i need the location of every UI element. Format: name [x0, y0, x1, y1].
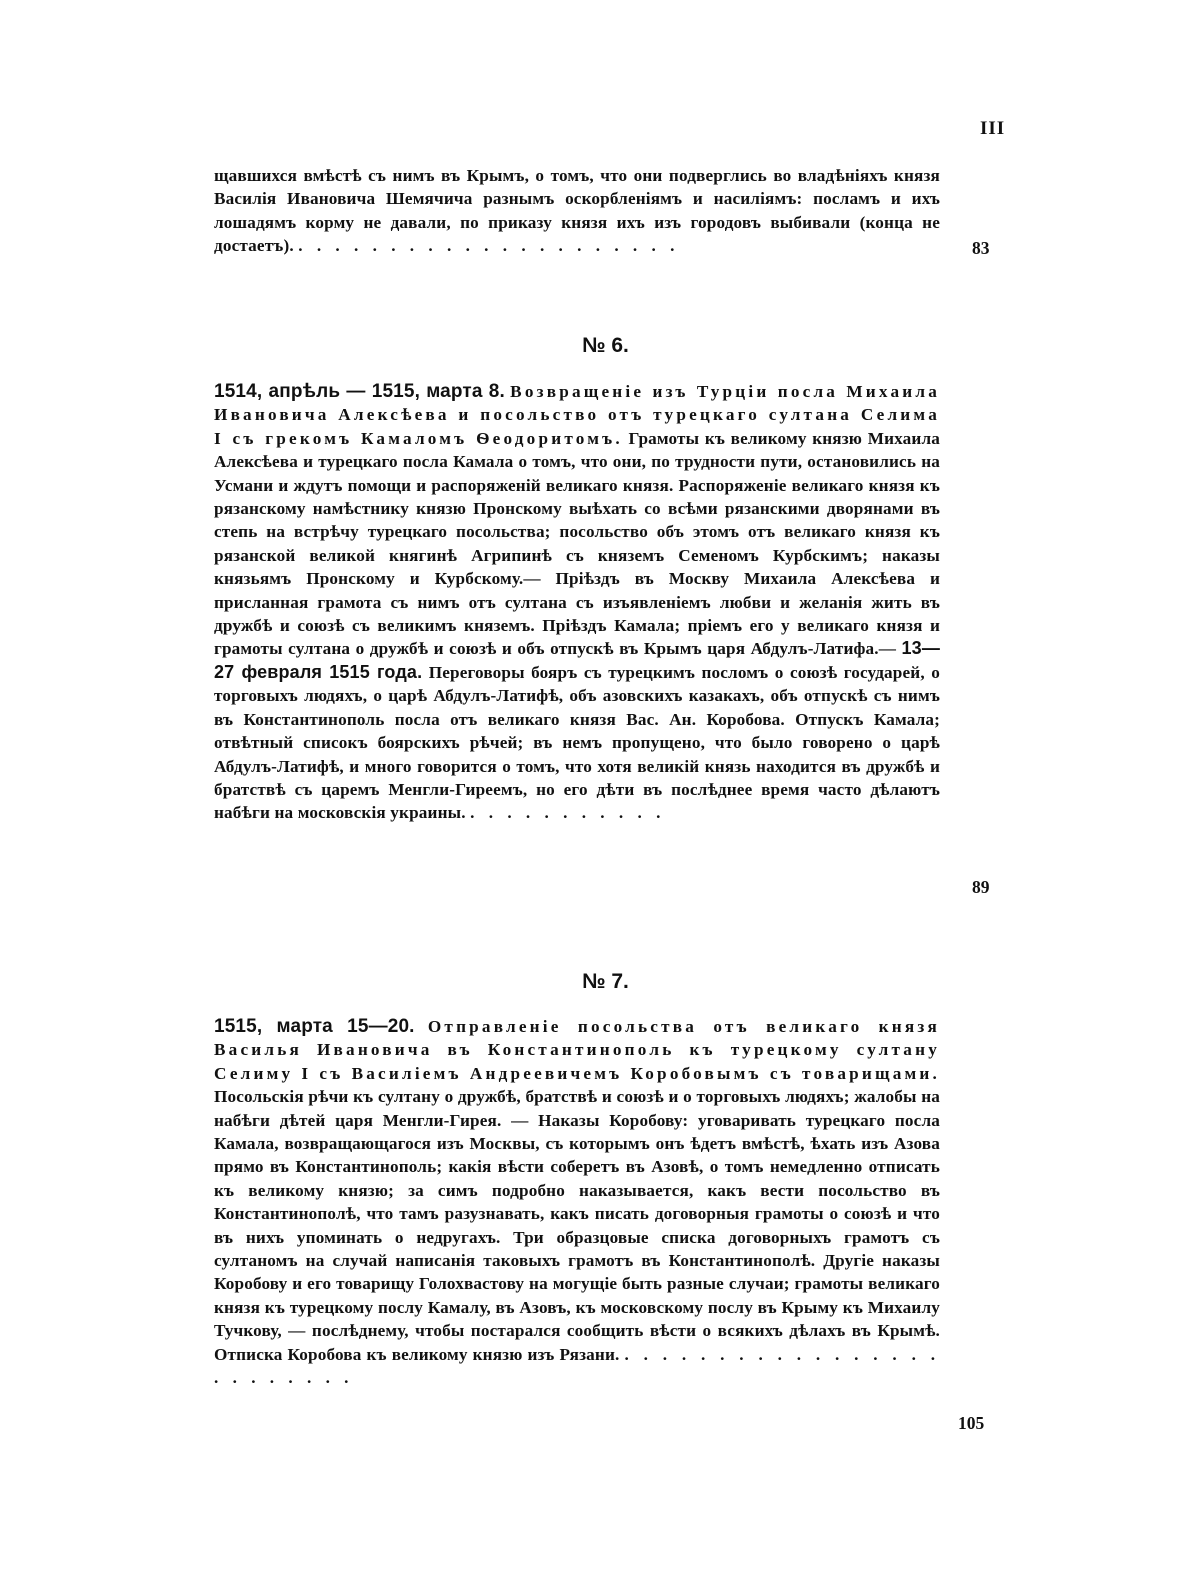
dot-leader: . . . . . . . . . . . . . . . . . . . . .	[298, 236, 680, 256]
page-reference-83: 83	[972, 238, 990, 258]
page-reference-105: 105	[958, 1413, 985, 1433]
section-heading-7: № 7.	[582, 970, 629, 993]
section-6-body-a: Грамоты къ великому князю Михаила Алексѣева и турецкаго посла Камала о томъ, что они, по трудности пути, остановились на Усмани и ждутъ помощи и распоряженій великаго князя. Распоряженіе великаго князя къ рязанскому намѣстнику князю Пронскому выѣхать со всѣми рязанскими дворянами въ степь на встрѣчу турецкаго посольства; посольство объ этомъ отъ великаго князя къ рязанской великой княгинѣ Агрипинѣ съ княземъ Семеномъ Курбскимъ; наказы князьямъ Пронскому и Курбскому.— Пріѣздъ въ Москву Михаила Алексѣева и присланная грамота съ нимъ отъ султана съ изъявленіемъ любви и желанія жить въ дружбѣ и союзѣ съ великимъ княземъ. Пріѣздъ Камала; пріемъ его у великаго князя и грамоты султана о дружбѣ и союзѣ и объ отпускѣ въ Крымъ царя Абдулъ-Латифа.—	[214, 428, 940, 659]
section-6-body-b: Переговоры бояръ съ турецкимъ посломъ о союзѣ государей, о торговыхъ людяхъ, о царѣ Абдулъ-Латифѣ, объ азовскихъ казакахъ, объ отпускѣ съ нимъ въ Константинополь посла отъ великаго князя Вас. Ан. Коробова. Отпускъ Камала; отвѣтный списокъ боярскихъ рѣчей; въ немъ пропущено, что было говорено о царѣ Абдулъ-Латифѣ, и много говорится о томъ, что хотя великій князь находится въ дружбѣ и братствѣ съ царемъ Менгли-Гиреемъ, но его дѣти въ послѣднее время часто дѣлаютъ набѣги на московскія украины.	[214, 662, 940, 823]
dot-leader: . . . . . . . . . . .	[470, 803, 666, 823]
section-6-date: 1514, апрѣль — 1515, марта 8.	[214, 381, 505, 402]
dot-leader: . . . . . . . . . . . . . . . . . . . . . . . . .	[214, 1344, 941, 1388]
continuation-body: щавшихся вмѣстѣ съ нимъ въ Крымъ, о томъ, что они подверглись во владѣніяхъ князя Василія Ивановича Шемячича разнымъ оскорбленіямъ и насиліямъ: посламъ и ихъ лошадямъ корму не давали, по приказу князя ихъ изъ городовъ выбивали (конца не достаетъ).	[214, 166, 940, 256]
section-7-entry	[214, 1015, 940, 1390]
section-6-title: Возвращеніе изъ Турціи посла Михаила Ивановича Алексѣева и посольство отъ турецкаго султана Селима I съ грекомъ Камаломъ Ѳеодоритомъ.	[214, 382, 940, 448]
section-7-text	[214, 1015, 940, 1390]
section-7-body: Посольскія рѣчи къ султану о дружбѣ, братствѣ и союзѣ и о торговыхъ людяхъ; жалобы на набѣги дѣтей царя Менгли-Гирея. — Наказы Коробову: уговаривать турецкаго посла Камала, возвращающагося изъ Москвы, съ которымъ онъ ѣдетъ вмѣстѣ, ѣхать изъ Азова прямо въ Константинополь; какія вѣсти соберетъ въ Азовѣ, о томъ немедленно отписать къ великому князю; за симъ подробно наказывается, какъ вести посольство въ Константинополѣ, что тамъ разузнавать, какъ писать договорныя грамоты о союзѣ и что въ нихъ упоминать о недругахъ. Три образцовые списка договорныхъ грамотъ съ султаномъ на случай написанія таковыхъ грамотъ въ Константинополѣ. Другіе наказы Коробову и его товарищу Голохвастову на могущіе быть разные случаи; грамоты великаго князя къ турецкому послу Камалу, въ Азовъ, къ московскому послу въ Крыму къ Михаилу Тучкову, — послѣднему, чтобы постарался сообщить вѣсти о всякихъ дѣлахъ въ Крымѣ. Отписка Коробова къ великому князю изъ Рязани.	[214, 1087, 940, 1364]
section-6-date-2: 13—27 февраля 1515 года.	[214, 638, 940, 682]
page-number: III	[980, 118, 1006, 139]
section-continuation	[214, 164, 940, 258]
page-reference-89: 89	[972, 877, 990, 897]
section-heading-6: № 6.	[582, 334, 629, 357]
section-6-text	[214, 380, 940, 825]
section-7-date: 1515, марта 15—20.	[214, 1016, 415, 1037]
section-7-title: Отправленіе посольства отъ великаго князя Василья Ивановича въ Константинополь къ турецкому султану Селиму I съ Василіемъ Андреевичемъ Коробовымъ съ товарищами.	[214, 1017, 940, 1083]
section-6-entry	[214, 380, 940, 825]
section-continuation-text	[214, 164, 940, 258]
